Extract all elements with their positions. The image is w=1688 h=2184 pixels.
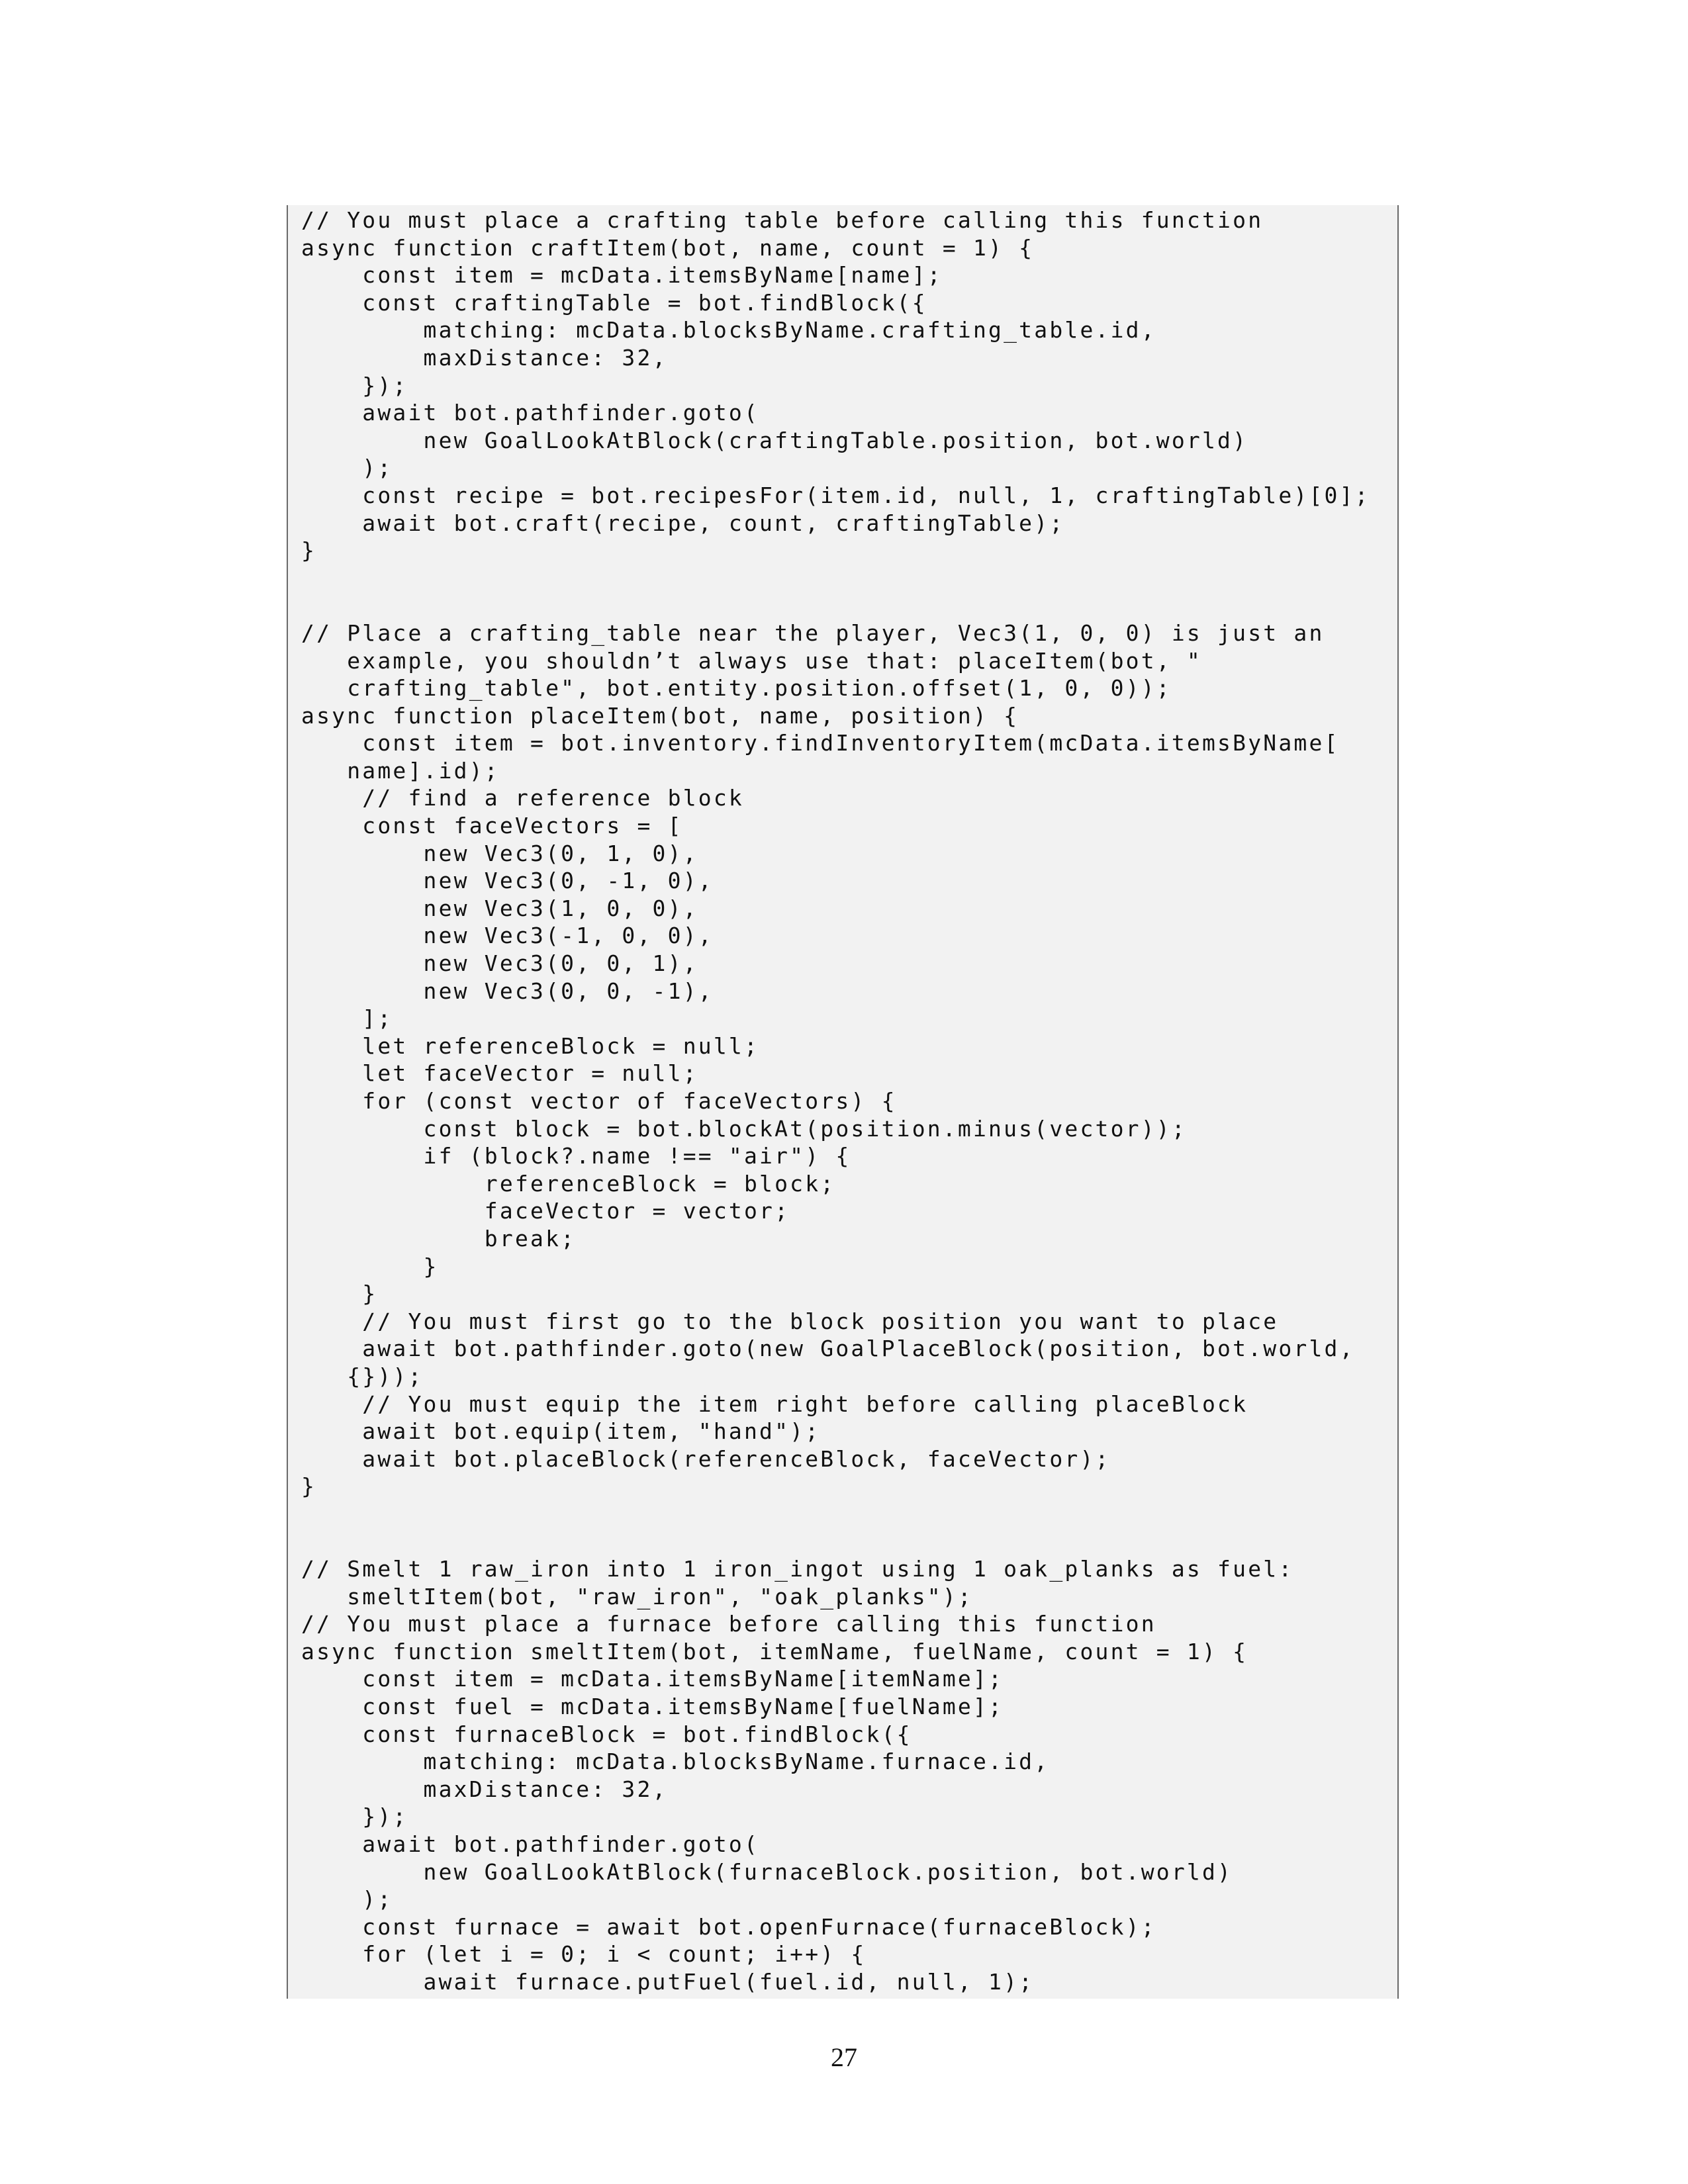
- code-line: maxDistance: 32,: [301, 1776, 668, 1802]
- code-line: }: [301, 537, 317, 564]
- code-line: break;: [301, 1225, 577, 1251]
- code-line: ];: [301, 1005, 393, 1032]
- code-line: const craftingTable = bot.findBlock({: [301, 289, 927, 316]
- code-line: maxDistance: 32,: [301, 344, 668, 371]
- code-line: }: [301, 1253, 439, 1279]
- code-line: });: [301, 372, 408, 398]
- code-line: smeltItem(bot, "raw_iron", "oak_planks");: [301, 1583, 973, 1610]
- code-line: await bot.craft(recipe, count, craftingTable);: [301, 510, 1065, 536]
- code-line: const fuel = mcData.itemsByName[fuelName];: [301, 1694, 1004, 1720]
- code-line: crafting_table", bot.entity.position.offset(1, 0, 0));: [301, 675, 1172, 702]
- code-line: // You must first go to the block position you want to place: [301, 1308, 1279, 1334]
- code-line: new GoalLookAtBlock(craftingTable.position, bot.world): [301, 427, 1248, 453]
- code-line: new Vec3(0, -1, 0),: [301, 868, 714, 894]
- code-line: await bot.pathfinder.goto(: [301, 400, 760, 426]
- code-lines: [301, 205, 1391, 1996]
- code-line: let referenceBlock = null;: [301, 1032, 760, 1059]
- code-line: name].id);: [301, 757, 500, 784]
- code-line: // You must equip the item right before calling placeBlock: [301, 1390, 1248, 1417]
- code-line: const item = mcData.itemsByName[name];: [301, 262, 943, 289]
- code-line: matching: mcData.blocksByName.furnace.id,: [301, 1749, 1050, 1775]
- code-line: const furnace = await bot.openFurnace(furnaceBlock);: [301, 1913, 1156, 1940]
- code-line: // Place a crafting_table near the player, Vec3(1, 0, 0) is just an: [301, 619, 1325, 646]
- code-line: );: [301, 1886, 393, 1913]
- code-line: {}));: [301, 1363, 424, 1389]
- code-line: const faceVectors = [: [301, 813, 683, 839]
- code-line: async function smeltItem(bot, itemName, fuelName, count = 1) {: [301, 1638, 1248, 1664]
- code-line: new Vec3(0, 1, 0),: [301, 840, 698, 866]
- code-line: const recipe = bot.recipesFor(item.id, null, 1, craftingTable)[0];: [301, 482, 1370, 508]
- code-line: [301, 565, 1391, 592]
- code-line: await bot.equip(item, "hand");: [301, 1418, 821, 1445]
- code-line: new Vec3(0, 0, 1),: [301, 950, 698, 977]
- code-line: );: [301, 455, 393, 481]
- code-line: });: [301, 1803, 408, 1830]
- code-line: new Vec3(-1, 0, 0),: [301, 923, 714, 949]
- code-line: [301, 1528, 1391, 1556]
- code-line: example, you shouldn’t always use that: placeItem(bot, ": [301, 647, 1202, 674]
- code-line: referenceBlock = block;: [301, 1170, 836, 1197]
- code-line: new Vec3(1, 0, 0),: [301, 895, 698, 921]
- code-line: const item = mcData.itemsByName[itemName];: [301, 1666, 1004, 1692]
- code-line: const block = bot.blockAt(position.minus(vector));: [301, 1115, 1187, 1142]
- code-line: const item = bot.inventory.findInventoryItem(mcData.itemsByName[: [301, 730, 1340, 756]
- code-line: new Vec3(0, 0, -1),: [301, 978, 714, 1004]
- code-listing: [287, 205, 1399, 1999]
- code-line: // You must place a crafting table before calling this function: [301, 207, 1264, 233]
- code-line: // find a reference block: [301, 785, 744, 811]
- code-line: matching: mcData.blocksByName.crafting_table.id,: [301, 317, 1156, 343]
- code-line: new GoalLookAtBlock(furnaceBlock.position, bot.world): [301, 1858, 1233, 1885]
- code-line: [301, 1500, 1391, 1528]
- code-line: await bot.placeBlock(referenceBlock, faceVector);: [301, 1445, 1111, 1472]
- code-line: for (let i = 0; i < count; i++) {: [301, 1941, 867, 1968]
- code-line: async function placeItem(bot, name, position) {: [301, 702, 1019, 729]
- code-line: // Smelt 1 raw_iron into 1 iron_ingot using 1 oak_planks as fuel:: [301, 1556, 1294, 1582]
- code-line: await furnace.putFuel(fuel.id, null, 1);: [301, 1969, 1035, 1995]
- code-line: if (block?.name !== "air") {: [301, 1143, 851, 1169]
- code-line: }: [301, 1473, 317, 1500]
- code-line: }: [301, 1281, 378, 1307]
- code-line: await bot.pathfinder.goto(new GoalPlaceBlock(position, bot.world,: [301, 1336, 1355, 1362]
- code-line: // You must place a furnace before calling this function: [301, 1611, 1156, 1637]
- code-line: await bot.pathfinder.goto(: [301, 1831, 760, 1858]
- code-line: let faceVector = null;: [301, 1060, 698, 1087]
- code-line: for (const vector of faceVectors) {: [301, 1088, 897, 1114]
- code-line: const furnaceBlock = bot.findBlock({: [301, 1721, 912, 1747]
- code-line: faceVector = vector;: [301, 1198, 790, 1224]
- page-number: 27: [831, 2042, 857, 2072]
- code-line: async function craftItem(bot, name, count = 1) {: [301, 234, 1035, 261]
- code-line: [301, 592, 1391, 619]
